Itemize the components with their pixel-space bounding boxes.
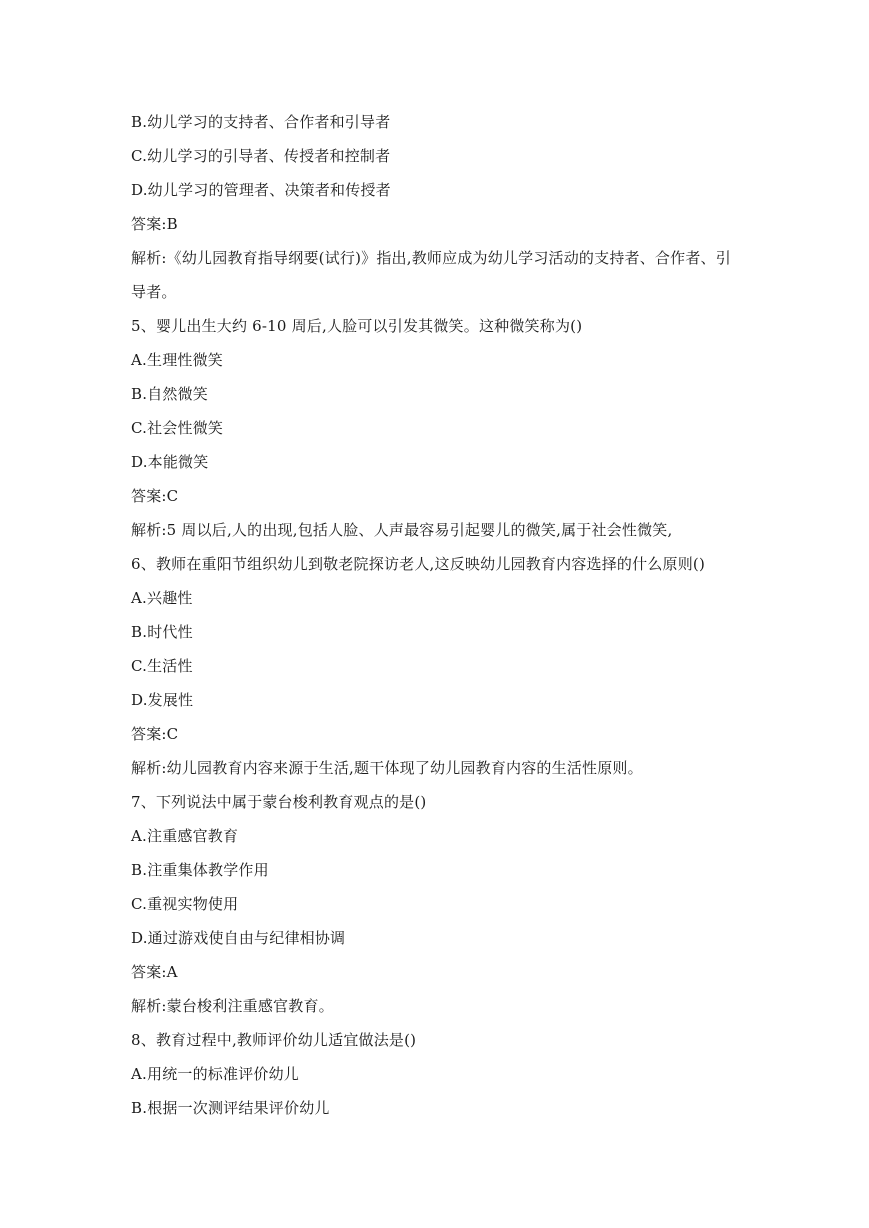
option-c-q7: C.重视实物使用 [131,895,239,913]
option-d-q6: D.发展性 [131,691,194,709]
explanation-q7: 解析:蒙台梭利注重感官教育。 [131,997,334,1015]
option-b-q8: B.根据一次测评结果评价幼儿 [131,1099,330,1117]
answer-q7: 答案:A [131,963,178,981]
option-d-q5: D.本能微笑 [131,453,209,471]
option-a-q5: A.生理性微笑 [131,351,224,369]
option-c-q4: C.幼儿学习的引导者、传授者和控制者 [131,147,391,165]
explanation-q6: 解析:幼儿园教育内容来源于生活,题干体现了幼儿园教育内容的生活性原则。 [131,759,643,777]
question-5: 5、婴儿出生大约 6-10 周后,人脸可以引发其微笑。这种微笑称为() [131,317,583,335]
answer-q6: 答案:C [131,725,179,743]
explanation-q4: 解析:《幼儿园教育指导纲要(试行)》指出,教师应成为幼儿学习活动的支持者、合作者、引 [131,249,731,267]
option-c-q5: C.社会性微笑 [131,419,224,437]
question-7: 7、下列说法中属于蒙台梭利教育观点的是() [131,793,427,811]
answer-q5: 答案:C [131,487,179,505]
question-8: 8、教育过程中,教师评价幼儿适宜做法是() [131,1031,417,1049]
option-b-q4: B.幼儿学习的支持者、合作者和引导者 [131,113,391,131]
explanation-q5: 解析:5 周以后,人的出现,包括人脸、人声最容易引起婴儿的微笑,属于社会性微笑, [131,521,673,539]
explanation-q4-cont: 导者。 [131,283,177,301]
option-d-q7: D.通过游戏使自由与纪律相协调 [131,929,346,947]
option-d-q4: D.幼儿学习的管理者、决策者和传授者 [131,181,391,199]
option-a-q6: A.兴趣性 [131,589,193,607]
option-a-q8: A.用统一的标准评价幼儿 [131,1065,300,1083]
answer-q4: 答案:B [131,215,178,233]
option-b-q5: B.自然微笑 [131,385,208,403]
option-a-q7: A.注重感官教育 [131,827,239,845]
option-b-q6: B.时代性 [131,623,193,641]
option-c-q6: C.生活性 [131,657,193,675]
option-b-q7: B.注重集体教学作用 [131,861,269,879]
question-6: 6、教师在重阳节组织幼儿到敬老院探访老人,这反映幼儿园教育内容选择的什么原则() [131,555,706,573]
